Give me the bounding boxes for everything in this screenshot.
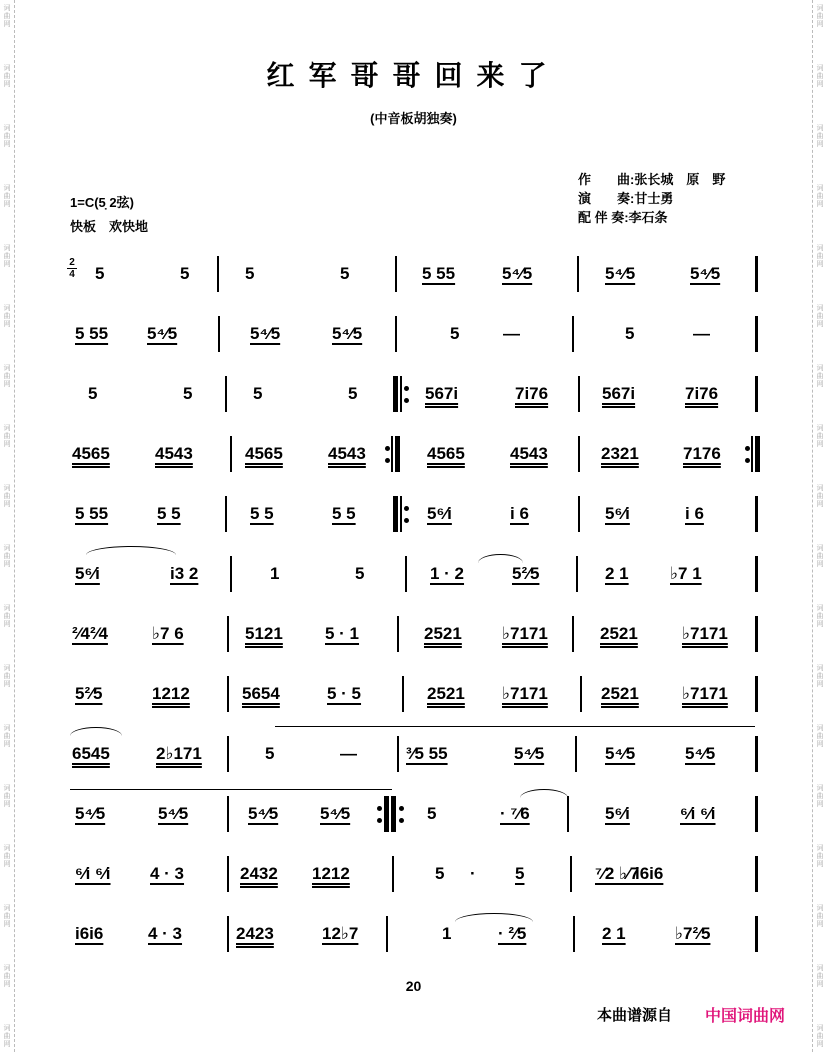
barline — [575, 736, 577, 772]
note-group: ⁶⁄i ⁶⁄i — [680, 804, 716, 823]
note-group: 7i76 — [685, 384, 719, 403]
note-group: ²⁄4²⁄4 — [72, 624, 108, 643]
note-group: 5 — [355, 564, 365, 583]
note-group: 5⁴⁄5 — [605, 264, 636, 283]
note-group: 567i — [425, 384, 459, 403]
barline — [230, 556, 232, 592]
score-row — [70, 916, 760, 956]
watermark-text: 词 曲 网 — [816, 784, 824, 808]
watermark-text: 词 曲 网 — [3, 844, 11, 868]
note-group: ⁷⁄2 ♭⁄7 — [595, 864, 640, 883]
score-row — [70, 256, 760, 296]
barline — [225, 496, 227, 532]
note-group: 1212 — [152, 684, 190, 703]
barline — [218, 316, 220, 352]
barline — [755, 736, 758, 772]
note-group: ♭7171 — [682, 684, 728, 703]
barline — [405, 556, 407, 592]
note-group: i 6 — [510, 504, 529, 523]
note-group: 5 55 — [422, 264, 456, 283]
barline — [217, 256, 219, 292]
barline — [227, 736, 229, 772]
note-group: 7176 — [683, 444, 721, 463]
performer-credit: 演 奏:甘士勇 — [578, 191, 674, 206]
watermark-text: 词 曲 网 — [3, 784, 11, 808]
note-group: 2423 — [236, 924, 274, 943]
note-group: 5⁴⁄5 — [514, 744, 545, 763]
source-label: 本曲谱源自 — [597, 1007, 673, 1024]
watermark-text: 词 曲 网 — [3, 304, 11, 328]
note-group: · ²⁄5 — [498, 924, 527, 943]
note-group: 5 — [88, 384, 98, 403]
note-group: 5 · 1 — [325, 624, 360, 643]
watermark-text: 词 曲 网 — [816, 964, 824, 988]
barline — [755, 676, 758, 712]
note-group: 5⁴⁄5 — [158, 804, 189, 823]
barline — [755, 796, 758, 832]
note-group: 5 — [450, 324, 460, 343]
note-group: 2521 — [600, 624, 638, 643]
note-group: 5 — [183, 384, 193, 403]
note-group: — — [693, 324, 710, 343]
watermark-text: 词 曲 网 — [3, 544, 11, 568]
note-group: 2♭171 — [156, 744, 202, 763]
barline — [402, 676, 404, 712]
note-group: 4565 — [427, 444, 465, 463]
score-subtitle: (中音板胡独奏) — [370, 111, 457, 126]
watermark-text: 词 曲 网 — [3, 4, 11, 28]
barline — [572, 316, 574, 352]
time-signature-top: 2 — [69, 257, 75, 268]
slur-mark — [520, 789, 568, 798]
watermark-text: 词 曲 网 — [816, 304, 824, 328]
note-group: 4 · 3 — [148, 924, 183, 943]
watermark-text: 词 曲 网 — [816, 484, 824, 508]
composer-credit: 作 曲:张长城 原 野 — [578, 172, 726, 187]
barline — [755, 376, 758, 412]
note-group: 1 — [270, 564, 280, 583]
watermark-text: 词 曲 网 — [3, 724, 11, 748]
note-group: 5 5 — [332, 504, 356, 523]
note-group: 5⁶⁄i — [75, 564, 100, 583]
score-row — [70, 736, 760, 776]
note-group: 5⁴⁄5 — [147, 324, 178, 343]
slur-mark — [86, 546, 176, 555]
barline — [577, 256, 579, 292]
score-row — [70, 616, 760, 656]
note-group: 5 — [515, 864, 525, 883]
watermark-text: 词 曲 网 — [3, 364, 11, 388]
note-group: 5⁴⁄5 — [685, 744, 716, 763]
watermark-text: 词 曲 网 — [3, 604, 11, 628]
watermark-text: 词 曲 网 — [816, 64, 824, 88]
barline — [755, 496, 758, 532]
barline — [572, 616, 574, 652]
note-group: ♭7 6 — [152, 624, 184, 643]
barline — [755, 856, 758, 892]
barline — [227, 916, 229, 952]
note-group: 5 — [253, 384, 263, 403]
note-group: ⁶⁄i ⁶⁄i — [75, 864, 111, 883]
watermark-text: 词 曲 网 — [816, 904, 824, 928]
watermark-text: 词 曲 网 — [3, 1024, 11, 1048]
note-group: 5²⁄5 — [75, 684, 103, 703]
tempo-marking: 快板 欢快地 — [70, 219, 149, 234]
note-group: 5⁴⁄5 — [332, 324, 363, 343]
note-group: 5⁴⁄5 — [320, 804, 351, 823]
note-group: ♭7171 — [502, 624, 548, 643]
barline — [227, 856, 229, 892]
barline — [386, 916, 388, 952]
barline — [395, 256, 397, 292]
page-number: 20 — [405, 978, 422, 994]
watermark-text: 词 曲 网 — [816, 664, 824, 688]
note-group: 2432 — [240, 864, 278, 883]
watermark-text: 词 曲 网 — [3, 484, 11, 508]
score-row — [70, 676, 760, 716]
note-group: ♭7171 — [502, 684, 548, 703]
note-group: 2 1 — [602, 924, 626, 943]
watermark-text: 词 曲 网 — [816, 1024, 824, 1048]
score-row — [70, 496, 760, 536]
barline — [576, 556, 578, 592]
watermark-text: 词 曲 网 — [816, 4, 824, 28]
watermark-text: 词 曲 网 — [816, 124, 824, 148]
note-group: 6545 — [72, 744, 110, 763]
right-watermark-strip — [812, 0, 827, 1052]
note-group: · — [470, 864, 476, 883]
note-group: i6i6 — [635, 864, 664, 883]
slur-mark — [70, 727, 122, 736]
watermark-text: 词 曲 网 — [816, 244, 824, 268]
note-group: — — [503, 324, 520, 343]
note-group: 1 · 2 — [430, 564, 465, 583]
site-link[interactable]: 中国词曲网 — [705, 1008, 786, 1025]
note-group: 5⁶⁄i — [605, 504, 630, 523]
barline — [570, 856, 572, 892]
note-group: — — [340, 744, 357, 763]
key-signature: 1=C(5̣ 2弦) — [70, 195, 134, 210]
barline — [578, 436, 580, 472]
barline — [395, 316, 397, 352]
note-group: 1 — [442, 924, 452, 943]
note-group: 5 — [625, 324, 635, 343]
watermark-text: 词 曲 网 — [816, 724, 824, 748]
watermark-text: 词 曲 网 — [3, 124, 11, 148]
barline — [755, 616, 758, 652]
accompanist-credit: 配 伴 奏:李石条 — [578, 210, 668, 225]
note-group: 5 — [427, 804, 437, 823]
barline — [227, 796, 229, 832]
score-row — [70, 436, 760, 476]
watermark-text: 词 曲 网 — [3, 964, 11, 988]
barline — [573, 916, 575, 952]
slur-mark — [275, 726, 755, 727]
left-watermark-strip — [0, 0, 15, 1052]
barline — [230, 436, 232, 472]
note-group: 2 1 — [605, 564, 629, 583]
barline — [755, 556, 758, 592]
note-group: 12♭7 — [322, 924, 359, 943]
note-group: 567i — [602, 384, 636, 403]
note-group: 5⁴⁄5 — [690, 264, 721, 283]
watermark-text: 词 曲 网 — [816, 184, 824, 208]
note-group: 5⁶⁄i — [427, 504, 452, 523]
note-group: i6i6 — [75, 924, 104, 943]
note-group: 4543 — [328, 444, 366, 463]
note-group: 4543 — [155, 444, 193, 463]
barline — [755, 316, 758, 352]
barline — [755, 916, 758, 952]
barline — [578, 376, 580, 412]
watermark-text: 词 曲 网 — [3, 64, 11, 88]
note-group: 2521 — [427, 684, 465, 703]
note-group: 4 · 3 — [150, 864, 185, 883]
note-group: ♭7²⁄5 — [675, 924, 711, 943]
slur-mark — [70, 789, 392, 790]
note-group: 5⁴⁄5 — [75, 804, 106, 823]
note-group: i3 2 — [170, 564, 199, 583]
note-group: 4565 — [72, 444, 110, 463]
note-group: 5654 — [242, 684, 280, 703]
note-group: 5⁴⁄5 — [502, 264, 533, 283]
note-group: 5 55 — [75, 504, 109, 523]
barline — [755, 256, 758, 292]
note-group: 5 — [245, 264, 255, 283]
note-group: ♭7171 — [682, 624, 728, 643]
watermark-text: 词 曲 网 — [816, 364, 824, 388]
note-group: 5⁶⁄i — [605, 804, 630, 823]
watermark-text: 词 曲 网 — [816, 844, 824, 868]
note-group: i 6 — [685, 504, 704, 523]
watermark-text: 词 曲 网 — [816, 604, 824, 628]
note-group: 5²⁄5 — [512, 564, 540, 583]
barline — [567, 796, 569, 832]
note-group: 5⁴⁄5 — [605, 744, 636, 763]
note-group: 5 — [95, 264, 105, 283]
credits-block — [578, 170, 725, 227]
note-group: 5 · 5 — [327, 684, 362, 703]
watermark-text: 词 曲 网 — [816, 424, 824, 448]
note-group: ³⁄5 55 — [406, 744, 448, 763]
barline — [225, 376, 227, 412]
note-group: 5121 — [245, 624, 283, 643]
note-group: · ⁷⁄6 — [500, 804, 530, 823]
barline — [578, 496, 580, 532]
note-group: 5 — [180, 264, 190, 283]
note-group: 1212 — [312, 864, 350, 883]
slur-mark — [455, 913, 533, 922]
watermark-text: 词 曲 网 — [3, 664, 11, 688]
score-row — [70, 796, 760, 836]
score-row — [70, 316, 760, 356]
time-signature-bottom: 4 — [69, 269, 75, 280]
barline — [392, 856, 394, 892]
watermark-text: 词 曲 网 — [3, 244, 11, 268]
note-group: 2521 — [601, 684, 639, 703]
note-group: 2521 — [424, 624, 462, 643]
note-group: 5 55 — [75, 324, 109, 343]
note-group: 5 — [435, 864, 445, 883]
score-row — [70, 556, 760, 596]
barline — [580, 676, 582, 712]
note-group: 5 — [265, 744, 275, 763]
note-group: 7i76 — [515, 384, 549, 403]
note-group: 5⁴⁄5 — [250, 324, 281, 343]
note-group: 5⁴⁄5 — [248, 804, 279, 823]
note-group: 5 — [348, 384, 358, 403]
note-group: ♭7 1 — [670, 564, 702, 583]
watermark-text: 词 曲 网 — [3, 184, 11, 208]
barline — [397, 736, 399, 772]
watermark-text: 词 曲 网 — [3, 904, 11, 928]
note-group: 5 — [340, 264, 350, 283]
watermark-text: 词 曲 网 — [816, 544, 824, 568]
note-group: 4543 — [510, 444, 548, 463]
note-group: 2321 — [601, 444, 639, 463]
watermark-text: 词 曲 网 — [3, 424, 11, 448]
score-row — [70, 376, 760, 416]
barline — [227, 616, 229, 652]
score-title: 红军哥哥回来了 — [266, 60, 561, 91]
note-group: 4565 — [245, 444, 283, 463]
note-group: 5 5 — [250, 504, 274, 523]
note-group: 5 5 — [157, 504, 181, 523]
barline — [227, 676, 229, 712]
barline — [397, 616, 399, 652]
score-row — [70, 856, 760, 896]
